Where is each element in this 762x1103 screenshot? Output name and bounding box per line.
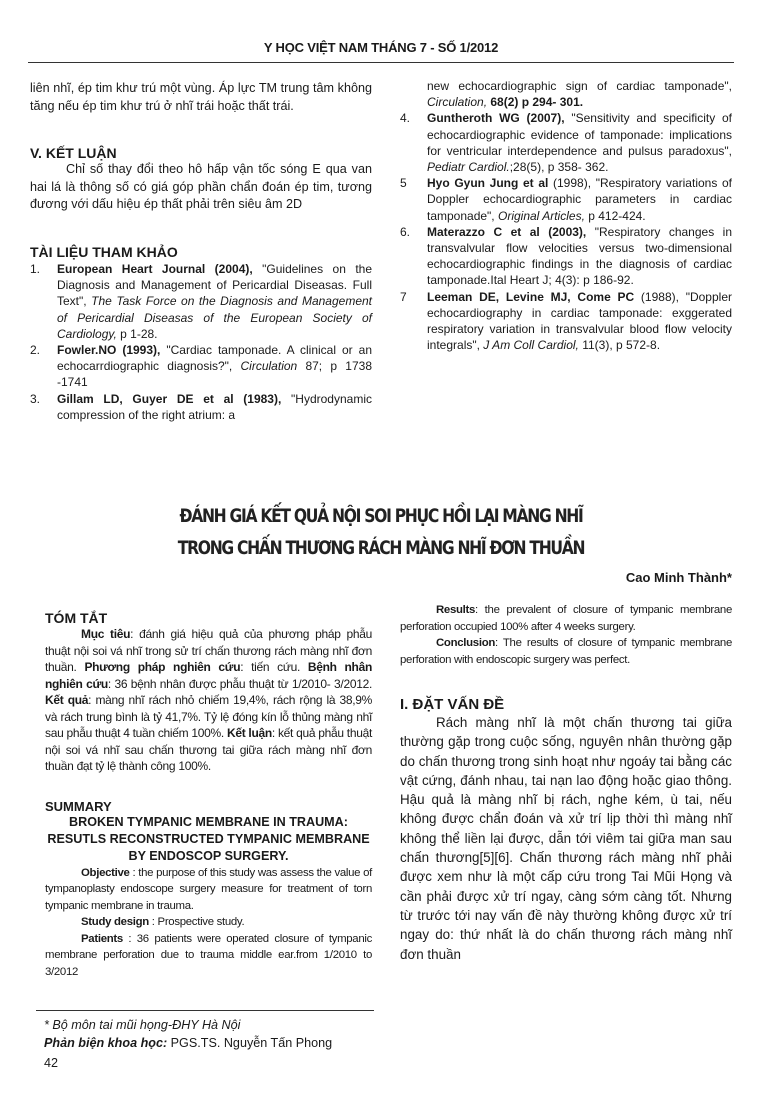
header-rule [28, 62, 734, 63]
references-list-left [30, 261, 372, 423]
text-run: "Sensitivity and specificity of echocardiographic evidence of tamponade: implications for ventricular interdependence and pulsus paradoxus", [427, 111, 732, 158]
intro-heading: I. ĐẶT VẤN ĐỀ [400, 696, 505, 713]
italic-text: Pediatr Cardiol. [427, 160, 510, 175]
footnote-reviewer [44, 1034, 332, 1052]
reference-number: 7 [400, 289, 407, 304]
bold-text: Bệnh nhân nghiên cứu [45, 660, 372, 691]
bold-text: Conclusion [436, 637, 496, 649]
italic-text: Original Articles, [497, 208, 585, 223]
summary-heading: SUMMARY [45, 798, 112, 814]
text-run: : Prospective study. [148, 916, 245, 928]
text-run: : tiến cứu. [240, 660, 308, 674]
bold-text: 68(2) p 294- 301. [487, 95, 584, 110]
reference-text [57, 261, 372, 342]
bold-text: Mục tiêu [81, 627, 131, 641]
references-heading: TÀI LIỆU THAM KHẢO [30, 243, 178, 260]
text-run: new echocardiographic sign of cardiac tamponade", [427, 79, 732, 93]
reference-text [427, 78, 732, 110]
summary-title: BROKEN TYMPANIC MEMBRANE IN TRAUMA: RESUTLS RECONSTRUCTED TYMPANIC MEMBRANE BY ENDOSCOP SURGERY. [47, 814, 370, 863]
footnotes [44, 1016, 332, 1072]
study-design-paragraph [45, 914, 372, 931]
text-run: : 36 bệnh nhân được phẫu thuật từ 1/2010- 3/2012. [107, 676, 372, 691]
reviewer-name: PGS.TS. Nguyễn Tấn Phong [167, 1036, 333, 1050]
text-run: "Guidelines on the Diagnosis and Management of Pericardial Diseasas. Full Text", [57, 261, 372, 309]
conclusion-paragraph [30, 161, 372, 214]
reference-item [400, 175, 732, 224]
reference-number: 4. [400, 111, 411, 126]
reference-number: 3. [30, 391, 41, 406]
text-run: 11(3), p 572-8. [578, 338, 661, 353]
reference-item [30, 261, 372, 342]
right-article-column [400, 602, 732, 964]
reference-item [400, 224, 732, 289]
bold-text: Gillam LD, Guyer DE et al (1983), [57, 391, 282, 406]
text-run: ;28(5), p 358- 362. [509, 160, 609, 175]
reference-number: 2. [30, 342, 41, 357]
conclusion-heading: V. KẾT LUẬN [30, 145, 117, 162]
article-title-line-1: ĐÁNH GIÁ KẾT QUẢ NỘI SOI PHỤC HỒI LẠI MÀNG NHĨ [179, 505, 583, 527]
text-run: Rách màng nhĩ là một chấn thương tai giữa thường gặp trong cuộc sống, nguyên nhân thường gặp do chấn thương trong sinh hoạt như ngoáy tai bằng các vật cứng, đánh nhau, tai nạn lao động hoặc giao thông. Hậu quả là màng nhĩ bị rách, nghe kém, ù tai, nếu không được chẩn đoán và xử trí lịp thời thì màng nhĩ không thể liền lại được, dẫn tới viêm tai giữa man sau chấn thương[5][6]. Chấn thương rách màng nhĩ phải được xem như là một cấp cứu trong Tai Mũi Họng và cần phải được xử trí ngay, càng sớm càng tốt. Nhưng từ trước tới nay vấn đề này thường không được xử trí ngay do: thứ nhất là do chấn thương rách màng nhĩ đơn thuần [400, 715, 732, 962]
abstract-column [45, 610, 372, 980]
reference-item [400, 110, 732, 175]
text-run: p 412-424. [584, 208, 646, 223]
reference-text [427, 224, 732, 289]
italic-text: J Am Coll Cardiol, [483, 338, 579, 353]
reference-text [427, 175, 732, 224]
footnote-affiliation: * Bộ môn tai mũi họng-ĐHY Hà Nội [44, 1018, 241, 1032]
text-run: Chỉ số thay đổi theo hô hấp vận tốc sóng E qua van hai lá là thông số có giá góp phần chẩn đoán ép tim, tương đương với dấu hiệu ép thất phải trên siêu âm 2D [30, 162, 372, 212]
text-run: : The results of closure of tympanic membrane perforation with endoscopic surgery was perfect. [400, 637, 732, 666]
intro-paragraph [400, 713, 732, 964]
text-run: : the prevalent of closure of tympanic membrane perforation occupied 100% after 4 weeks surgery. [400, 604, 732, 633]
bold-text: Leeman DE, Levine MJ, Come PC [427, 289, 635, 304]
text-run: p 1-28. [116, 326, 158, 341]
reference-number: 1. [30, 261, 41, 276]
bold-text: European Heart Journal (2004), [57, 261, 253, 276]
reference-item [400, 289, 732, 354]
text-run: (1988), "Doppler echocardiography in cardiac tamponade: exggerated respiratory variation in transvalvular blood flow velocity integrals", [427, 289, 732, 353]
reference-text [57, 391, 372, 423]
text-run: : kết quả phẫu thuật nội soi vá nhĩ sau chấn thương tai giữa rách màng nhĩ đơn thuần đạt tỷ lệ thành công 100%. [45, 726, 372, 773]
reference-number [400, 78, 427, 110]
text-run: : the purpose of this study was assess the value of tympanoplasty endoscope surgery measure for treatment of torn tympanic membrane in trauma. [45, 866, 372, 912]
patients-paragraph [45, 931, 372, 981]
reference-item [30, 391, 372, 423]
bold-text: Results [436, 604, 476, 616]
reference-item [400, 78, 732, 110]
text-run: "Hydrodynamic compression of the right atrium: a [57, 391, 372, 422]
italic-text: Circulation [240, 359, 298, 374]
bold-text: Phương pháp nghiên cứu [84, 660, 241, 674]
bold-text: Objective [81, 866, 130, 879]
footnote-rule [36, 1010, 374, 1011]
summary-conclusion-paragraph [400, 635, 732, 668]
bold-text: Patients [81, 932, 123, 945]
bold-text: Kết luận [226, 726, 272, 740]
reference-item [30, 342, 372, 391]
bold-text: Hyo Gyun Jung et al [427, 176, 549, 191]
text-run: : đánh giá hiệu quả của phương pháp phẫu thuật nội soi vá nhĩ trong sử trí chấn thương rách màng nhĩ đơn thuần. [45, 627, 372, 674]
page-number: 42 [44, 1056, 59, 1070]
bold-text: Guntheroth WG (2007), [427, 111, 565, 126]
text-run: "Respiratory changes in transvalvular flow velocities versus two-dimensional echocardiographic findings in the diagnosis of cardiac tamponade.Ital Heart J; 4(3): p 186-92. [427, 224, 732, 288]
abstract-heading: TÓM TẮT [45, 610, 108, 626]
results-paragraph [400, 602, 732, 635]
text-run: "Cardiac tamponade. A clinical or an echocarrdiographic diagnosis?", [57, 342, 372, 374]
bold-text: Materazzo C et al (2003), [427, 224, 587, 239]
prev-paragraph [30, 80, 372, 115]
abstract-paragraph [45, 626, 372, 775]
reviewer-label: Phản biện khoa học: [44, 1036, 168, 1050]
running-header: Y HỌC VIỆT NAM THÁNG 7 - SỐ 1/2012 [263, 40, 499, 55]
reference-text [57, 342, 372, 391]
reference-number: 6. [400, 224, 411, 239]
prev-right-column [400, 78, 732, 353]
italic-text: The Task Force on the Diagnosis and Management of Pericardial Diseasas of the European Society of Cardiology, [57, 294, 372, 341]
reference-text [427, 110, 732, 175]
text-run: (1998), "Respiratory variations of Doppler echocardiographic parameters in cardiac tamponade", [427, 176, 732, 223]
bold-text: Fowler.NO (1993), [57, 342, 161, 357]
text-run: liên nhĩ, ép tim khư trú một vùng. Áp lực TM trung tâm không tăng nếu ép tim khư trú ở nhĩ trái hoặc thất trái. [30, 81, 372, 113]
text-run: : màng nhĩ rách nhỏ chiếm 19,4%, rách rộng là 38,9% và rách trung bình là tỷ 41,7%. Tỷ lệ đóng kín lỗ thủng màng nhĩ sau phẫu thuật 4 tuần chiếm 100%. [45, 693, 372, 740]
objective-paragraph [45, 865, 372, 915]
references-list-right [400, 78, 732, 353]
italic-text: Circulation, [427, 95, 488, 110]
reference-number: 5 [400, 176, 407, 191]
author: Cao Minh Thành* [625, 570, 732, 585]
text-run: : 36 patients were operated closure of tympanic membrane perforation due to trauma middle ear.from 1/2010 to 3/2012 [45, 932, 372, 978]
article-title-line-2: TRONG CHẤN THƯƠNG RÁCH MÀNG NHĨ ĐƠN THUẦN [177, 537, 585, 559]
text-run: 87; p 1738 -1741 [57, 359, 372, 390]
bold-text: Study design [81, 916, 149, 928]
reference-text [427, 289, 732, 354]
prev-left-column [30, 80, 372, 423]
bold-text: Kết quả [45, 693, 89, 707]
